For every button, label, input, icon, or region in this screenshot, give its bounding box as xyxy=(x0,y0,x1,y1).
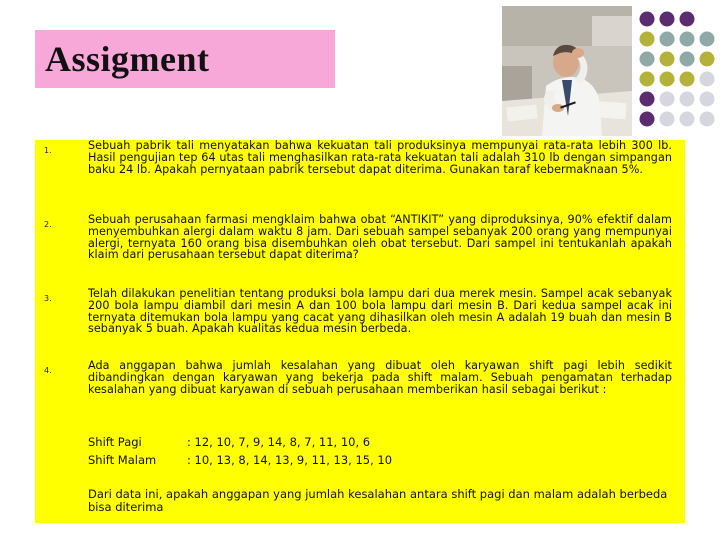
dot-icon xyxy=(640,112,655,127)
dot-icon xyxy=(680,52,695,67)
shift-values: : 12, 10, 7, 9, 14, 8, 7, 11, 10, 6 xyxy=(187,435,371,449)
dot-icon xyxy=(700,72,715,87)
dot-icon xyxy=(680,112,695,127)
item-number: 3. xyxy=(44,294,52,303)
dot-icon xyxy=(660,72,675,87)
dot-icon xyxy=(700,32,715,47)
item-text: Telah dilakukan penelitian tentang produksi bola lampu dari dua merek mesin. Sampel acak sebanyak 200 bola lampu diambil dari mesin A dan 100 bola lampu dari mesin B. Dari kedua sampel acak ini ternyata ditemukan bola lampu yang cacat yang dihasilkan oleh mesin A adalah 19 buah dan mesin B sebanyak 5 buah. Apakah kualitas kedua mesin berbeda. xyxy=(88,287,672,336)
dot-icon xyxy=(640,52,655,67)
decorative-dot-grid xyxy=(636,6,720,136)
shift-values: : 10, 13, 8, 14, 13, 9, 11, 13, 15, 10 xyxy=(187,453,393,467)
item-text: Sebuah perusahaan farmasi mengklaim bahwa obat “ANTIKIT” yang diproduksinya, 90% efektif dalam menyembuhkan alergi dalam waktu 8 jam. Dari sebuah sampel sebanyak 200 orang yang mempunyai alergi, ternyata 160 orang bisa disembuhkan oleh obat tersebut. Dari sampel ini tentukanlah apakah klaim dari perusahaan tersebut dapat diterima? xyxy=(88,213,672,262)
dot-icon xyxy=(660,52,675,67)
shift-label: Shift Pagi xyxy=(88,435,142,449)
dot-icon xyxy=(700,112,715,127)
dot-icon xyxy=(640,32,655,47)
dot-icon xyxy=(640,92,655,107)
slide-title: Assigment xyxy=(45,39,210,79)
assignment-content-panel xyxy=(35,140,685,523)
title-box xyxy=(35,30,335,88)
dot-icon xyxy=(640,12,655,27)
dot-icon xyxy=(700,92,715,107)
item-number: 1. xyxy=(44,146,52,155)
dot-icon xyxy=(680,32,695,47)
dot-icon xyxy=(660,32,675,47)
dot-icon xyxy=(660,92,675,107)
item-text: Sebuah pabrik tali menyatakan bahwa kekuatan tali produksinya mempunyai rata-rata lebih 300 lb. Hasil pengujian tep 64 utas tali menghasilkan rata-rata kekuatan tali adalah 310 lb dengan simpangan baku 24 lb. Apakah pernyataan pabrik tersebut dapat diterima. Gunakan taraf kebermaknaan 5%. xyxy=(88,139,672,176)
dot-icon xyxy=(660,112,675,127)
dot-icon xyxy=(680,92,695,107)
shift-label: Shift Malam xyxy=(88,453,157,467)
office-worker-photo xyxy=(502,6,632,136)
item-number: 4. xyxy=(44,366,52,375)
item-number: 2. xyxy=(44,220,52,229)
item-closing-question: Dari data ini, apakah anggapan yang jumlah kesalahan antara shift pagi dan malam adalah berbeda bisa diterima xyxy=(88,487,668,514)
dot-icon xyxy=(680,72,695,87)
dot-icon xyxy=(680,12,695,27)
dot-icon xyxy=(640,72,655,87)
item-text: Ada anggapan bahwa jumlah kesalahan yang dibuat oleh karyawan shift pagi lebih sedikit dibandingkan dengan karyawan yang bekerja pada shift malam. Sebuah pengamatan terhadap kesalahan yang dibuat karyawan di sebuah perusahaan memberikan hasil sebagai berikut : xyxy=(88,359,672,396)
dot-icon xyxy=(700,52,715,67)
office-worker-illustration xyxy=(502,6,632,136)
dot-icon xyxy=(660,12,675,27)
